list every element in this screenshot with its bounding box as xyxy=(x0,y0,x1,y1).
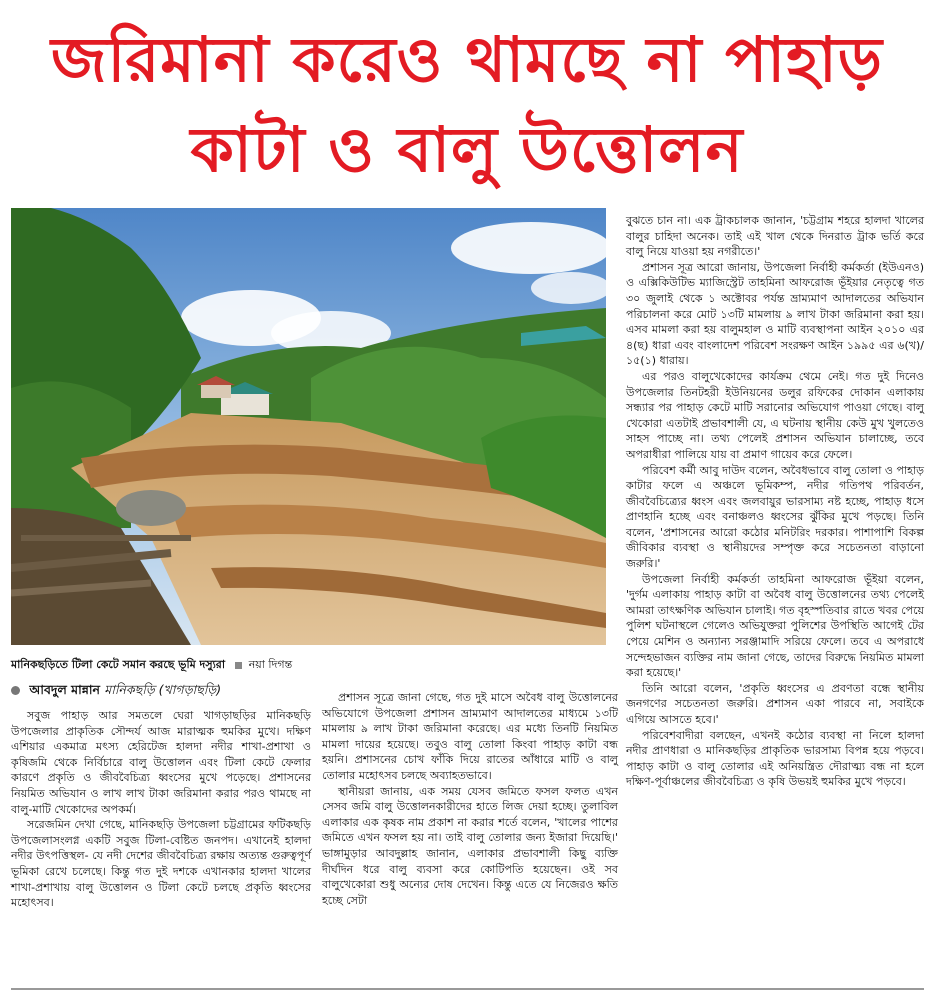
paragraph: বুঝতে চান না। এক ট্রাকচালক জানান, 'চট্টগ্রাম শহরে হালদা খালের বালুর চাহিদা অনেক। তাই এই খাল থেকে দিনরাত ট্রাক ভর্তি করে বালু নিয়ে যাওয়া হয় নগরীতে।' xyxy=(626,214,924,259)
paragraph: তিনি আরো বলেন, 'প্রকৃতি ধ্বংসের এ প্রবণতা বন্ধে স্থানীয় জনগণের সচেতনতা জরুরি। প্রশাসন একা পারবে না, সবাইকে এগিয়ে আসতে হবে।' xyxy=(626,681,924,726)
paragraph: পরিবেশবাদীরা বলছেন, এখনই কঠোর ব্যবস্থা না নিলে হালদা নদীর প্রাণধারা ও মানিকছড়ির প্রাকৃতিক ভারসাম্য বিপন্ন হয়ে পড়বে। পাহাড় কাটা ও বালু তোলার এই অনিয়ন্ত্রিত দৌরাত্ম্য বন্ধ না হলে দক্ষিণ-পূর্বাঞ্চলের জীববৈচিত্র্য ও কৃষি উভয়ই হুমকির মুখে পড়বে। xyxy=(626,728,924,789)
paragraph: সরেজমিন দেখা গেছে, মানিকছড়ি উপজেলা চট্টগ্রামের ফটিকছড়ি উপজেলাসংলগ্ন একটি সবুজ টিলা-বেষ্টিত জনপদ। এখানেই হালদা নদীর উৎপত্তিস্থল- যে নদী দেশের জীববৈচিত্র্য রক্ষায় অত্যন্ত গুরুত্বপূর্ণ ভূমিকা রেখে চলেছে। কিন্তু গত দুই দশকে এখানকার হালদা খালের শাখা-প্রশাখায় বালু উত্তোলন ও টিলা কেটে চলছে প্রকৃতি ধ্বংসের মহোৎসব। xyxy=(11,818,311,910)
bullet-icon xyxy=(11,686,20,695)
paragraph: সবুজ পাহাড় আর সমতলে ঘেরা খাগড়াছড়ির মানিকছড়ি উপজেলার প্রাকৃতিক সৌন্দর্য আজ মারাত্মক হুমকির মুখে। দক্ষিণ এশিয়ার একমাত্র মৎস্য হেরিটেজ হালদা নদীর শাখা-প্রশাখা ও কৃষিজমি থেকে নির্বিচারে বালু উত্তোলন এবং টিলা কেটে ফেলার কারণে প্রকৃতি ও জীববৈচিত্র্য ধ্বংসের মুখে পড়েছে। প্রশাসনের নিয়মিত অভিযান ও লাখ লাখ টাকা জরিমানা করার পরও থামছে না বালু-মাটি খেকোদের অপকর্ম। xyxy=(11,709,311,816)
paragraph: উপজেলা নির্বাহী কর্মকর্তা তাহমিনা আফরোজ ভূঁইয়া বলেন, 'দুর্গম এলাকায় পাহাড় কাটা বা অবৈধ বালু উত্তোলনের তথ্য পেলেই আমরা তাৎক্ষণিক অভিযান চালাই। গত বৃহস্পতিবার রাতে খবর পেয়ে পুলিশ ঘটনাস্থলে গেলেও অভিযুক্তরা পুলিশের উপস্থিতি আগেই টের পেয়ে মেশিন ও অন্যান্য সরঞ্জামাদি সরিয়ে ফেলে। তবে এ অপরাধে সন্দেহভাজন ব্যক্তির নাম জানা গেছে, তাদের বিরুদ্ধে নিয়মিত মামলা করা হয়েছে।' xyxy=(626,572,924,680)
paragraph: পরিবেশ কর্মী আবু দাউদ বলেন, অবৈধভাবে বালু তোলা ও পাহাড় কাটার ফলে এ অঞ্চলে ভূমিকম্প, নদীর গতিপথ পরিবর্তন, জীববৈচিত্র্যের ধ্বংস এবং জলবায়ুর ভারসাম্য নষ্ট হচ্ছে, পাহাড় ধসে প্রাণহানি হচ্ছে এবং বনাঞ্চলও ধ্বংসের ঝুঁকির মুখে পড়ছে। তিনি বলেন, 'প্রশাসনের আরো কঠোর মনিটরিং দরকার। পাশাপাশি বিকল্প জীবিকার ব্যবস্থা ও স্থানীয়দের সম্পৃক্ত করে সচেতনতা বাড়ানো জরুরি।' xyxy=(626,463,924,571)
paragraph: স্থানীয়রা জানায়, এক সময় যেসব জমিতে ফসল ফলত এখন সেসব জমি বালু উত্তোলনকারীদের হাতে লিজ দেয়া হচ্ছে। তুলাবিল এলাকার এক কৃষক নাম প্রকাশ না করার শর্তে বলেন, 'খালের পাশের জমিতে এখন ফসল হয় না। তাই বালু তোলার জন্য ইজারা দিয়েছি।' ভাঙ্গামুড়ার আবদুল্লাহ জানান, এলাকার প্রভাবশালী কিছু ব্যক্তি দীর্ঘদিন ধরে বালু ব্যবসা করে কোটিপতি হয়েছেন। ওই সব বালুখেকোরা শুধু অন্যের দোষ দেখেন। কিন্তু এতে যে নিজেরও ক্ষতি হচ্ছে সেটা xyxy=(322,784,618,907)
paragraph: প্রশাসন সূত্র আরো জানায়, উপজেলা নির্বাহী কর্মকর্তা (ইউএনও) ও এক্সিকিউটিভ ম্যাজিস্ট্রেট তাহমিনা আফরোজ ভূঁইয়ার নেতৃত্বে গত ৩০ জুলাই থেকে ১ অক্টোবর পর্যন্ত ভ্রাম্যমাণ আদালতের অভিযান পরিচালনা করে মোট ১৩টি মামলায় ৯ লাখ টাকা জরিমানা করা হয়। এসব মামলা করা হয় বালুমহাল ও মাটি ব্যবস্থাপনা আইন ২০১০ এর ৪(ছ) ধারা এবং বাংলাদেশ পরিবেশ সংরক্ষণ আইন ১৯৯৫ এর ৬(খ)/১৫(১) ধারায়। xyxy=(626,260,924,368)
photo-caption-text: মানিকছড়িতে টিলা কেটে সমান করছে ভূমি দস্যুরা xyxy=(11,658,226,671)
byline xyxy=(11,682,221,702)
paragraph: এর পরও বালুখেকোদের কার্যক্রম থেমে নেই। গত দুই দিনেও উপজেলার তিনটহরী ইউনিয়নের ডলুর রফিকের দোকান এলাকায় সন্ধ্যার পর পাহাড় কেটে মাটি সরানোর অভিযোগ পাওয়া গেছে। বালু খেকোরা এতটাই প্রভাবশালী যে, এ ঘটনায় স্থানীয় কেউ মুখ খুলতেও সাহস পাচ্ছে না। তথ্য পেলেই প্রশাসন অভিযান চালাচ্ছে, তবে অপরাধীরা পালিয়ে যায় বা প্রমাণ গায়েব করে ফেলে। xyxy=(626,369,924,461)
article-column-2 xyxy=(322,690,618,908)
article-column-1 xyxy=(11,708,311,911)
photo-caption xyxy=(11,656,611,675)
hill-cutting-photo xyxy=(11,208,606,645)
article-column-3 xyxy=(626,213,924,790)
bottom-rule xyxy=(11,988,924,990)
square-icon xyxy=(235,662,242,669)
paragraph: প্রশাসন সূত্রে জানা গেছে, গত দুই মাসে অবৈধ বালু উত্তোলনের অভিযোগে উপজেলা প্রশাসন ভ্রাম্যমাণ আদালতের মাধ্যমে ১৩টি মামলায় ৯ লাখ টাকা জরিমানা করেছে। এর মধ্যে তিনটি নিয়মিত মামলা দায়ের হয়েছে। তবুও বালু তোলা কিংবা পাহাড় কাটা বন্ধ হয়নি। প্রশাসনের চোখ ফাঁকি দিয়ে রাতের আঁধারে মাটি ও বালু তোলার মহোৎসব চলছে অব্যাহতভাবে। xyxy=(322,691,618,782)
news-photo xyxy=(11,208,606,645)
author-name: আবদুল মান্নান xyxy=(29,682,100,697)
photo-credit: নয়া দিগন্ত xyxy=(248,658,293,671)
headline-line-1: জরিমানা করেও থামছে না পাহাড় xyxy=(51,23,883,96)
headline-line-2: কাটা ও বালু উত্তোলন xyxy=(190,113,744,186)
byline-place: মানিকছড়ি (খাগড়াছড়ি) xyxy=(104,682,222,697)
